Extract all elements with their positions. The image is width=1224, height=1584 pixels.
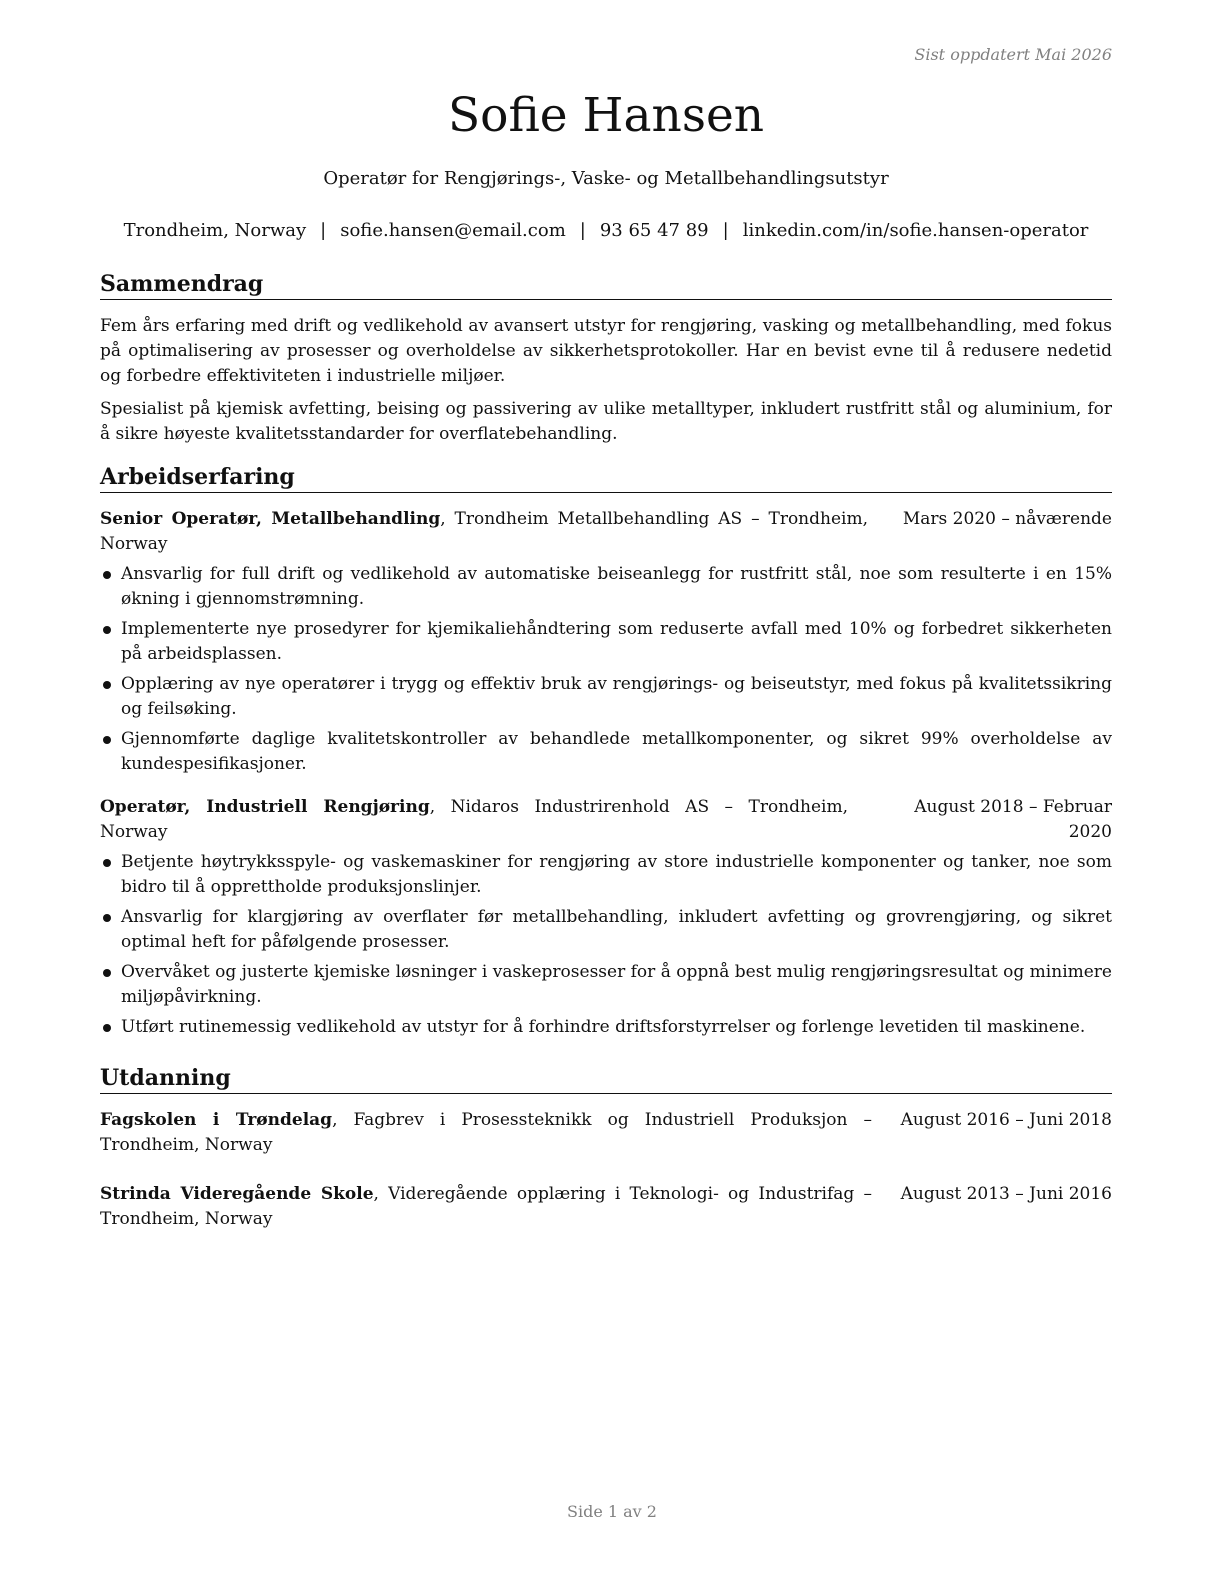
last-updated: Sist oppdatert Mai 2026 [914, 45, 1112, 64]
school-name: Strinda Videregående Skole [100, 1184, 374, 1204]
bullet-icon [103, 626, 111, 634]
bullet-icon [103, 914, 111, 922]
bullet-icon [103, 859, 111, 867]
list-item [100, 1015, 1112, 1040]
summary-section [100, 270, 1112, 455]
education-dates: August 2013 – Juni 2016 [900, 1184, 1112, 1204]
bullet-text: Betjente høytrykksspyle- og vaskemaskiner for rengjøring av store industrielle komponenter og tanker, noe som bidro til å opprettholde produksjonslinjer. [121, 852, 1112, 897]
bullet-text: Utført rutinemessig vedlikehold av utstyr for å forhindre driftsforstyrrelser og forlenge levetiden til maskinene. [121, 1017, 1086, 1037]
education-section [100, 1064, 1112, 1232]
job-heading [100, 507, 892, 557]
job-bullets [100, 562, 1112, 777]
list-item [100, 562, 1112, 612]
bullet-text: Opplæring av nye operatører i trygg og effektiv bruk av rengjørings- og beiseutstyr, med fokus på kvalitetssikring og feilsøking. [121, 674, 1112, 719]
bullet-icon [103, 1024, 111, 1032]
education-heading [100, 1108, 896, 1158]
job-role: Operatør, Industriell Rengjøring [100, 797, 430, 817]
bullet-text: Overvåket og justerte kjemiske løsninger i vaskeprosesser for å oppnå best mulig rengjøringsresultat og minimere miljøpåvirkning. [121, 962, 1112, 1007]
bullet-icon [103, 736, 111, 744]
education-dates: August 2016 – Juni 2018 [900, 1110, 1112, 1130]
education-detail: , Videregående opplæring i Teknologi- og Industrifag – Trondheim, Norway [100, 1184, 872, 1229]
experience-section [100, 463, 1112, 1045]
section-title-experience: Arbeidserfaring [100, 463, 1112, 493]
list-item [100, 617, 1112, 667]
page-number: Side 1 av 2 [567, 1502, 657, 1521]
contact-line [100, 220, 1112, 241]
bullet-text: Ansvarlig for full drift og vedlikehold av automatiske beiseanlegg for rustfritt stål, noe som resulterte i en 15% økning i gjennomstrømning. [121, 564, 1112, 609]
contact-linkedin[interactable]: linkedin.com/in/sofie.hansen-operator [742, 220, 1089, 241]
candidate-name: Sofie Hansen [447, 88, 765, 143]
education-entry [100, 1182, 1112, 1232]
bullet-icon [103, 681, 111, 689]
list-item [100, 850, 1112, 900]
contact-location: Trondheim, Norway [123, 220, 307, 241]
list-item [100, 672, 1112, 722]
bullet-text: Implementerte nye prosedyrer for kjemikaliehåndtering som reduserte avfall med 10% og forbedret sikkerheten på arbeidsplassen. [121, 619, 1112, 664]
job-entry [100, 795, 1112, 1040]
job-entry [100, 507, 1112, 777]
job-dates: Mars 2020 – nåværende [902, 509, 1112, 529]
bullet-text: Gjennomførte daglige kvalitetskontroller av behandlede metallkomponenter, og sikret 99% overholdelse av kundespesifikasjoner. [121, 729, 1112, 774]
job-employer: , Nidaros Industrirenhold AS – Trondheim, Norway [100, 797, 849, 842]
contact-separator: | [722, 220, 729, 241]
job-employer: , Trondheim Metallbehandling AS – Trondheim, Norway [100, 509, 868, 554]
contact-phone: 93 65 47 89 [599, 220, 709, 241]
contact-email[interactable]: sofie.hansen@email.com [340, 220, 566, 241]
list-item [100, 727, 1112, 777]
job-role: Senior Operatør, Metallbehandling [100, 509, 441, 529]
summary-paragraph: Fem års erfaring med drift og vedlikehold av avansert utstyr for rengjøring, vasking og metallbehandling, med fokus på optimalisering av prosesser og overholdelse av sikkerhetsprotokoller. Har en bevist evne til å redusere nedetid og forbedre effektiviteten i industrielle miljøer. [100, 316, 1112, 386]
summary-paragraph: Spesialist på kjemisk avfetting, beising og passivering av ulike metalltyper, inkludert rustfritt stål og aluminium, for å sikre høyeste kvalitetsstandarder for overflatebehandling. [100, 399, 1112, 444]
job-bullets [100, 850, 1112, 1040]
bullet-icon [103, 571, 111, 579]
education-entry [100, 1108, 1112, 1158]
bullet-icon [103, 969, 111, 977]
contact-separator: | [320, 220, 327, 241]
school-name: Fagskolen i Trøndelag [100, 1110, 333, 1130]
contact-separator: | [579, 220, 586, 241]
job-header [100, 795, 1112, 845]
list-item [100, 905, 1112, 955]
job-dates: August 2018 – Februar 2020 [914, 797, 1112, 842]
job-title: Operatør for Rengjørings-, Vaske- og Metallbehandlingsutstyr [323, 168, 889, 189]
section-title-summary: Sammendrag [100, 270, 1112, 300]
bullet-text: Ansvarlig for klargjøring av overflater før metallbehandling, inkludert avfetting og grovrengjøring, og sikret optimal heft for påfølgende prosesser. [121, 907, 1112, 952]
section-title-education: Utdanning [100, 1064, 1112, 1094]
list-item [100, 960, 1112, 1010]
job-heading [100, 795, 872, 845]
education-heading [100, 1182, 896, 1232]
job-header [100, 507, 1112, 557]
education-detail: , Fagbrev i Prosessteknikk og Industriell Produksjon – Trondheim, Norway [100, 1110, 872, 1155]
